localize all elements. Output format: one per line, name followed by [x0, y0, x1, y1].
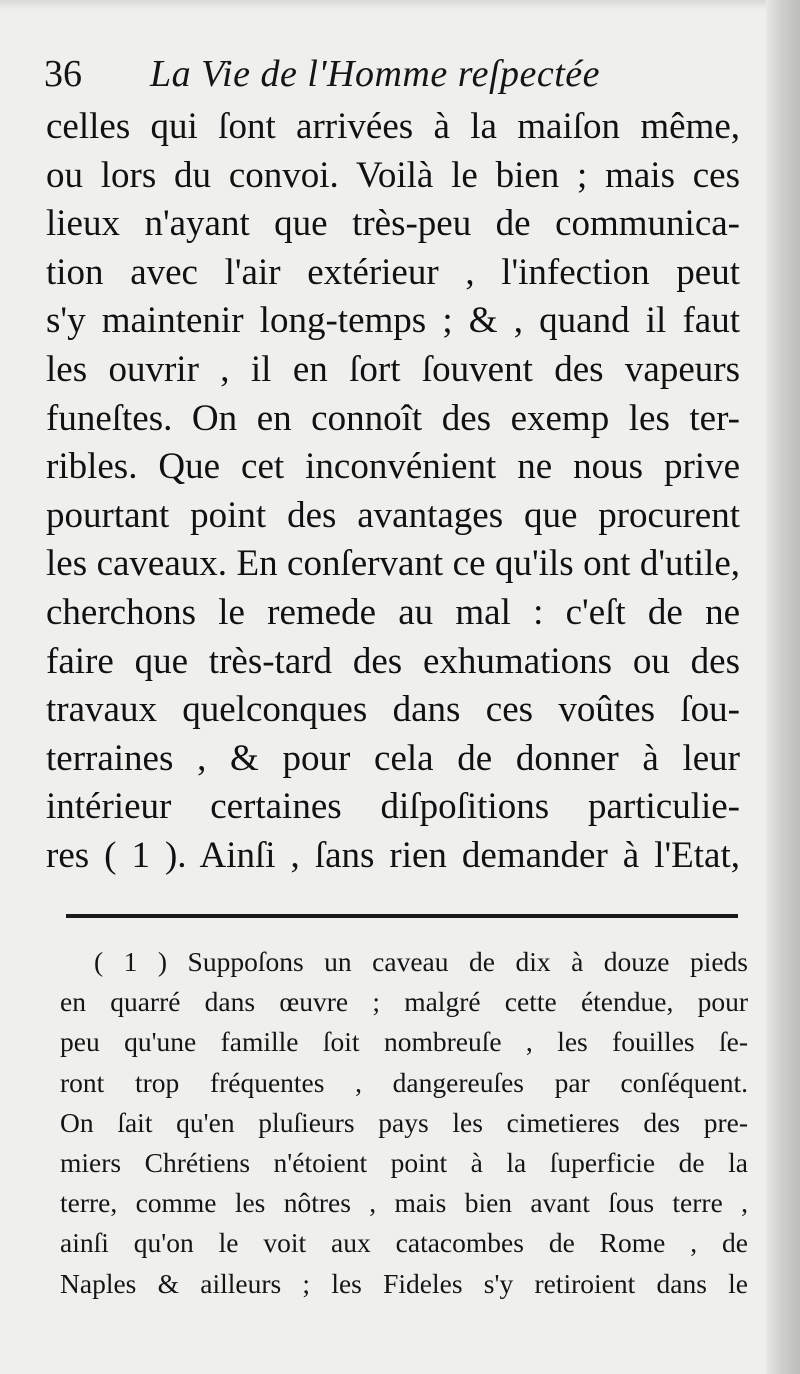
footnote-line: ainſi qu'on le voit aux catacombes de Rome , de	[60, 1227, 748, 1259]
page-top-shadow	[0, 0, 800, 10]
text-line: ribles. Que cet inconvénient ne nous prive	[46, 446, 740, 488]
text-line: travaux quelconques dans ces voûtes ſou-	[46, 689, 740, 731]
text-line: res ( 1 ). Ainſi , ſans rien demander à l'Etat,	[46, 834, 740, 876]
text-line: ou lors du convoi. Voilà le bien ; mais ces	[46, 154, 740, 196]
text-line: pourtant point des avantages que procurent	[46, 494, 740, 536]
text-line: celles qui ſont arrivées à la maiſon même,	[46, 106, 740, 147]
footnote-line: terre, comme les nôtres , mais bien avant ſous terre ,	[60, 1187, 748, 1219]
page-gutter-shadow	[766, 0, 800, 1374]
main-text	[46, 103, 740, 881]
text-line: cherchons le remede au mal : c'eſt de ne	[46, 591, 740, 633]
running-title: La Vie de l'Homme reſpectée	[150, 53, 601, 95]
footnote-line: miers Chrétiens n'étoient point à la ſuperficie de la	[60, 1146, 748, 1178]
footnote	[60, 942, 748, 1304]
text-line: funeſtes. On en connoît des exemp les ter-	[46, 397, 740, 439]
footnote-line: ront trop fréquentes , dangereuſes par conſéquent.	[60, 1066, 748, 1098]
footnote-line: Naples & ailleurs ; les Fideles s'y retiroient dans le	[60, 1267, 748, 1299]
page-header	[44, 46, 744, 102]
footnote-line: en quarré dans œuvre ; malgré cette étendue, pour	[60, 986, 748, 1018]
text-line: intérieur certaines diſpoſitions particulie-	[46, 786, 740, 828]
text-line: faire que très-tard des exhumations ou des	[46, 640, 740, 682]
text-line: les caveaux. En conſervant ce qu'ils ont d'utile,	[46, 543, 740, 585]
footnote-line: ( 1 ) Suppoſons un caveau de dix à douze pieds	[94, 946, 748, 977]
text-line: les ouvrir , il en ſort ſouvent des vapeurs	[46, 348, 740, 390]
page-number: 36	[44, 53, 82, 95]
footnote-separator-rule	[66, 914, 738, 918]
text-line: lieux n'ayant que très-peu de communica-	[46, 203, 740, 245]
text-line: s'y maintenir long-temps ; & , quand il faut	[46, 300, 740, 342]
footnote-line: On ſait qu'en pluſieurs pays les cimetieres des pre-	[60, 1106, 748, 1138]
text-line: terraines , & pour cela de donner à leur	[46, 737, 740, 779]
text-line: tion avec l'air extérieur , l'infection peut	[46, 251, 740, 293]
footnote-line: peu qu'une famille ſoit nombreuſe , les fouilles ſe-	[60, 1026, 748, 1058]
